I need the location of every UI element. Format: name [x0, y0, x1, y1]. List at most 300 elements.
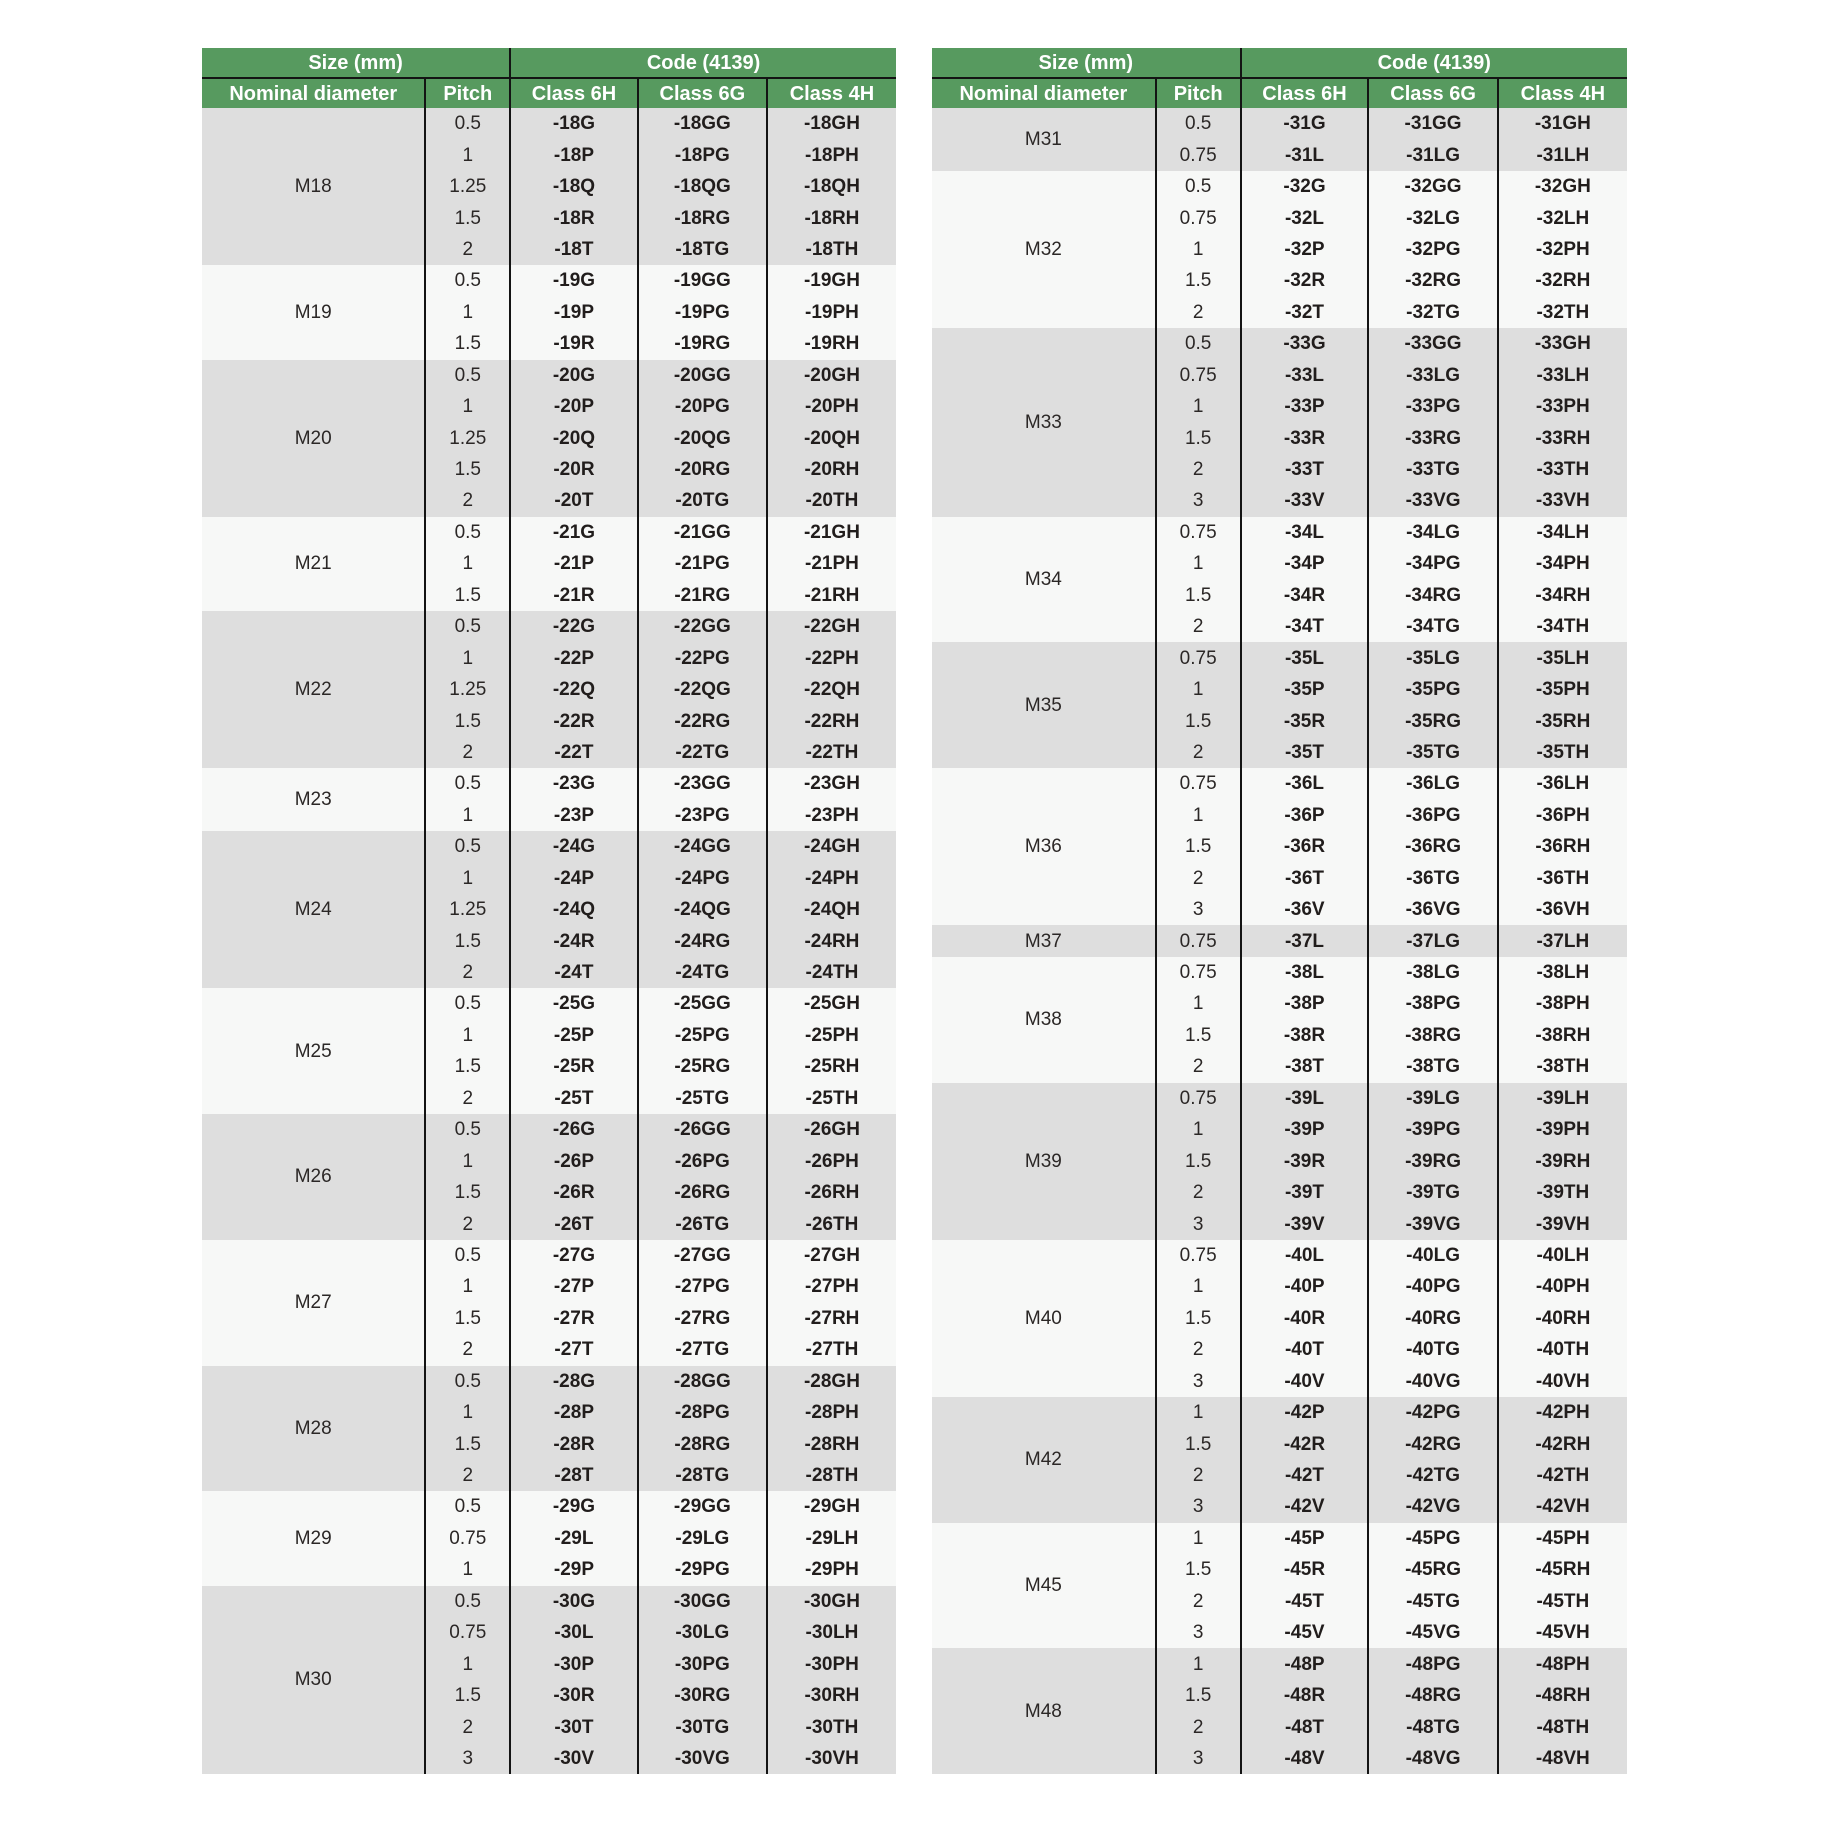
size-group-header: Size (mm): [202, 48, 510, 78]
pitch-cell: 1.5: [425, 1680, 510, 1711]
code-group-header: Code (4139): [1241, 48, 1627, 78]
class-4h-code-cell: -36RH: [1498, 831, 1627, 862]
class-4h-code-cell: -32RH: [1498, 265, 1627, 296]
class-6g-code-cell: -36PG: [1368, 800, 1497, 831]
class-6g-header: Class 6G: [638, 78, 767, 108]
table-row: [932, 642, 1627, 673]
pitch-cell: 0.5: [425, 265, 510, 296]
class-6g-code-cell: -28RG: [638, 1428, 767, 1459]
class-6g-code-cell: -21GG: [638, 517, 767, 548]
pitch-cell: 1.5: [425, 454, 510, 485]
class-4h-code-cell: -39RH: [1498, 1145, 1627, 1176]
class-4h-code-cell: -33RH: [1498, 422, 1627, 453]
nominal-diameter-cell: M45: [932, 1523, 1156, 1649]
class-6g-code-cell: -18GG: [638, 108, 767, 139]
pitch-cell: 2: [1156, 1460, 1241, 1491]
class-6h-code-cell: -39T: [1241, 1177, 1369, 1208]
class-6h-code-cell: -18G: [510, 108, 638, 139]
pitch-cell: 1.5: [1156, 1680, 1241, 1711]
pitch-cell: 2: [1156, 737, 1241, 768]
class-6g-code-cell: -24PG: [638, 863, 767, 894]
class-4h-code-cell: -22GH: [767, 611, 896, 642]
class-6h-code-cell: -39L: [1241, 1083, 1369, 1114]
pitch-cell: 3: [1156, 485, 1241, 516]
pitch-cell: 1: [1156, 391, 1241, 422]
class-4h-code-cell: -18TH: [767, 234, 896, 265]
class-4h-code-cell: -35PH: [1498, 674, 1627, 705]
class-6g-code-cell: -30PG: [638, 1648, 767, 1679]
table-row: [932, 1083, 1627, 1114]
pitch-cell: 1.25: [425, 674, 510, 705]
class-6g-code-cell: -22RG: [638, 705, 767, 736]
nominal-diameter-cell: M29: [202, 1491, 425, 1585]
class-6g-code-cell: -34RG: [1368, 580, 1497, 611]
class-6g-code-cell: -32TG: [1368, 297, 1497, 328]
pitch-cell: 0.75: [1156, 202, 1241, 233]
class-6h-code-cell: -18Q: [510, 171, 638, 202]
class-6h-code-cell: -33R: [1241, 422, 1369, 453]
class-4h-code-cell: -27RH: [767, 1303, 896, 1334]
class-6g-code-cell: -18PG: [638, 139, 767, 170]
class-4h-code-cell: -26TH: [767, 1208, 896, 1239]
pitch-cell: 1.5: [425, 1051, 510, 1082]
pitch-cell: 2: [425, 1711, 510, 1742]
class-6g-code-cell: -42TG: [1368, 1460, 1497, 1491]
pitch-cell: 1: [1156, 674, 1241, 705]
class-4h-code-cell: -40PH: [1498, 1271, 1627, 1302]
class-4h-code-cell: -19RH: [767, 328, 896, 359]
pitch-cell: 0.5: [425, 611, 510, 642]
class-6h-code-cell: -18R: [510, 202, 638, 233]
class-6h-code-cell: -24P: [510, 863, 638, 894]
pitch-cell: 3: [1156, 1366, 1241, 1397]
class-4h-code-cell: -48RH: [1498, 1680, 1627, 1711]
class-6g-code-cell: -22PG: [638, 642, 767, 673]
class-6h-header: Class 6H: [1241, 78, 1369, 108]
class-6g-code-cell: -27GG: [638, 1240, 767, 1271]
class-4h-code-cell: -18RH: [767, 202, 896, 233]
class-6h-code-cell: -18T: [510, 234, 638, 265]
header-column-row: [932, 78, 1627, 108]
class-6h-code-cell: -42T: [1241, 1460, 1369, 1491]
class-4h-code-cell: -30RH: [767, 1680, 896, 1711]
class-6g-code-cell: -20GG: [638, 360, 767, 391]
nominal-diameter-cell: M36: [932, 768, 1156, 925]
thread-code-table: [202, 48, 896, 1774]
class-6g-code-cell: -42VG: [1368, 1491, 1497, 1522]
nominal-diameter-cell: M28: [202, 1366, 425, 1492]
class-6g-code-cell: -33LG: [1368, 360, 1497, 391]
nominal-diameter-cell: M20: [202, 360, 425, 517]
thread-code-table-left: [202, 48, 896, 1774]
table-row: [932, 957, 1627, 988]
class-6g-code-cell: -24QG: [638, 894, 767, 925]
class-4h-code-cell: -37LH: [1498, 925, 1627, 956]
class-4h-code-cell: -22PH: [767, 642, 896, 673]
class-6h-code-cell: -21G: [510, 517, 638, 548]
class-4h-code-cell: -38TH: [1498, 1051, 1627, 1082]
class-6g-code-cell: -32LG: [1368, 202, 1497, 233]
class-6g-code-cell: -30RG: [638, 1680, 767, 1711]
class-6h-code-cell: -33T: [1241, 454, 1369, 485]
class-6h-code-cell: -26R: [510, 1177, 638, 1208]
class-4h-code-cell: -27GH: [767, 1240, 896, 1271]
class-6h-code-cell: -25P: [510, 1020, 638, 1051]
class-6h-code-cell: -38P: [1241, 988, 1369, 1019]
class-4h-code-cell: -28RH: [767, 1428, 896, 1459]
pitch-cell: 2: [1156, 1177, 1241, 1208]
pitch-cell: 3: [1156, 894, 1241, 925]
pitch-cell: 0.75: [1156, 768, 1241, 799]
pitch-cell: 1: [425, 863, 510, 894]
class-6h-code-cell: -36L: [1241, 768, 1369, 799]
class-6g-code-cell: -39TG: [1368, 1177, 1497, 1208]
nominal-diameter-cell: M37: [932, 925, 1156, 956]
class-4h-code-cell: -18QH: [767, 171, 896, 202]
class-6h-code-cell: -45V: [1241, 1617, 1369, 1648]
class-4h-code-cell: -19PH: [767, 297, 896, 328]
class-6h-code-cell: -34T: [1241, 611, 1369, 642]
class-6g-code-cell: -29PG: [638, 1554, 767, 1585]
pitch-cell: 0.5: [425, 108, 510, 139]
class-6g-code-cell: -36RG: [1368, 831, 1497, 862]
class-6g-code-cell: -36VG: [1368, 894, 1497, 925]
class-6g-code-cell: -30LG: [638, 1617, 767, 1648]
class-4h-code-cell: -38LH: [1498, 957, 1627, 988]
class-6h-code-cell: -26P: [510, 1145, 638, 1176]
pitch-cell: 1: [1156, 1523, 1241, 1554]
pitch-cell: 2: [425, 1083, 510, 1114]
class-6h-code-cell: -27T: [510, 1334, 638, 1365]
class-6g-code-cell: -18QG: [638, 171, 767, 202]
pitch-cell: 2: [425, 1334, 510, 1365]
class-4h-code-cell: -40RH: [1498, 1303, 1627, 1334]
class-6g-code-cell: -22GG: [638, 611, 767, 642]
class-4h-code-cell: -28PH: [767, 1397, 896, 1428]
class-6g-code-cell: -34PG: [1368, 548, 1497, 579]
class-6g-code-cell: -21RG: [638, 580, 767, 611]
pitch-cell: 2: [425, 234, 510, 265]
class-4h-code-cell: -21GH: [767, 517, 896, 548]
class-4h-code-cell: -23GH: [767, 768, 896, 799]
class-4h-code-cell: -45TH: [1498, 1586, 1627, 1617]
pitch-cell: 0.5: [425, 831, 510, 862]
class-6h-code-cell: -30T: [510, 1711, 638, 1742]
class-6g-code-cell: -38TG: [1368, 1051, 1497, 1082]
class-4h-code-cell: -32PH: [1498, 234, 1627, 265]
pitch-header: Pitch: [1156, 78, 1241, 108]
pitch-cell: 1.5: [1156, 1554, 1241, 1585]
class-6h-code-cell: -38T: [1241, 1051, 1369, 1082]
pitch-cell: 2: [425, 1208, 510, 1239]
pitch-cell: 1: [425, 1554, 510, 1585]
class-6h-code-cell: -29G: [510, 1491, 638, 1522]
class-4h-code-cell: -42RH: [1498, 1428, 1627, 1459]
class-6g-code-cell: -22QG: [638, 674, 767, 705]
class-6g-code-cell: -18RG: [638, 202, 767, 233]
class-6h-code-cell: -32L: [1241, 202, 1369, 233]
class-6g-code-cell: -33TG: [1368, 454, 1497, 485]
class-4h-code-cell: -21RH: [767, 580, 896, 611]
class-4h-code-cell: -48TH: [1498, 1711, 1627, 1742]
thread-code-table: [932, 48, 1627, 1774]
class-6g-code-cell: -38PG: [1368, 988, 1497, 1019]
pitch-cell: 0.75: [1156, 517, 1241, 548]
class-6h-code-cell: -27P: [510, 1271, 638, 1302]
class-4h-code-cell: -38PH: [1498, 988, 1627, 1019]
table-row: [202, 1586, 896, 1617]
class-4h-code-cell: -42VH: [1498, 1491, 1627, 1522]
class-6g-code-cell: -34TG: [1368, 611, 1497, 642]
pitch-cell: 0.75: [425, 1523, 510, 1554]
class-4h-code-cell: -33LH: [1498, 360, 1627, 391]
class-4h-code-cell: -22QH: [767, 674, 896, 705]
class-6h-code-cell: -20T: [510, 485, 638, 516]
nominal-diameter-header: Nominal diameter: [202, 78, 425, 108]
class-6g-code-cell: -48PG: [1368, 1648, 1497, 1679]
pitch-cell: 0.75: [1156, 957, 1241, 988]
nominal-diameter-cell: M21: [202, 517, 425, 611]
pitch-cell: 0.75: [425, 1617, 510, 1648]
class-6h-code-cell: -22Q: [510, 674, 638, 705]
class-4h-code-cell: -32TH: [1498, 297, 1627, 328]
class-6g-code-cell: -40TG: [1368, 1334, 1497, 1365]
class-6h-code-cell: -33P: [1241, 391, 1369, 422]
nominal-diameter-cell: M34: [932, 517, 1156, 643]
class-6h-code-cell: -48T: [1241, 1711, 1369, 1742]
nominal-diameter-cell: M18: [202, 108, 425, 265]
pitch-cell: 1.5: [1156, 422, 1241, 453]
class-6h-code-cell: -39R: [1241, 1145, 1369, 1176]
class-6h-code-cell: -30V: [510, 1743, 638, 1774]
header-column-row: [202, 78, 896, 108]
pitch-cell: 1.25: [425, 894, 510, 925]
class-6g-code-cell: -24RG: [638, 925, 767, 956]
class-4h-code-cell: -28GH: [767, 1366, 896, 1397]
class-4h-code-cell: -25TH: [767, 1083, 896, 1114]
class-6g-code-cell: -33RG: [1368, 422, 1497, 453]
class-6h-code-cell: -22R: [510, 705, 638, 736]
class-4h-code-cell: -36PH: [1498, 800, 1627, 831]
class-6g-code-cell: -30VG: [638, 1743, 767, 1774]
class-6h-code-cell: -28R: [510, 1428, 638, 1459]
class-4h-code-cell: -21PH: [767, 548, 896, 579]
class-6g-code-cell: -36TG: [1368, 863, 1497, 894]
pitch-cell: 1: [1156, 800, 1241, 831]
class-6g-code-cell: -35TG: [1368, 737, 1497, 768]
class-4h-code-cell: -42TH: [1498, 1460, 1627, 1491]
nominal-diameter-cell: M26: [202, 1114, 425, 1240]
class-4h-code-cell: -39TH: [1498, 1177, 1627, 1208]
class-6g-code-cell: -24TG: [638, 957, 767, 988]
class-4h-code-cell: -33VH: [1498, 485, 1627, 516]
class-6h-code-cell: -26G: [510, 1114, 638, 1145]
class-4h-code-cell: -24TH: [767, 957, 896, 988]
class-6g-code-cell: -42PG: [1368, 1397, 1497, 1428]
class-6h-code-cell: -33L: [1241, 360, 1369, 391]
class-6h-code-cell: -19G: [510, 265, 638, 296]
pitch-cell: 0.75: [1156, 925, 1241, 956]
class-4h-code-cell: -45PH: [1498, 1523, 1627, 1554]
class-6h-code-cell: -29L: [510, 1523, 638, 1554]
class-6h-code-cell: -24G: [510, 831, 638, 862]
table-row: [932, 517, 1627, 548]
class-4h-code-cell: -48VH: [1498, 1743, 1627, 1774]
class-6h-code-cell: -19R: [510, 328, 638, 359]
class-6g-code-cell: -31LG: [1368, 139, 1497, 170]
class-4h-code-cell: -22TH: [767, 737, 896, 768]
class-4h-code-cell: -27TH: [767, 1334, 896, 1365]
class-6h-code-cell: -34P: [1241, 548, 1369, 579]
class-6h-code-cell: -18P: [510, 139, 638, 170]
pitch-cell: 0.75: [1156, 642, 1241, 673]
pitch-cell: 0.5: [1156, 108, 1241, 139]
class-6h-code-cell: -27R: [510, 1303, 638, 1334]
class-6g-code-cell: -40RG: [1368, 1303, 1497, 1334]
class-6h-code-cell: -30P: [510, 1648, 638, 1679]
class-6h-code-cell: -32T: [1241, 297, 1369, 328]
class-4h-code-cell: -25GH: [767, 988, 896, 1019]
table-row: [202, 1240, 896, 1271]
class-4h-code-cell: -29LH: [767, 1523, 896, 1554]
pitch-cell: 3: [1156, 1617, 1241, 1648]
table-row: [202, 1114, 896, 1145]
class-6g-code-cell: -45PG: [1368, 1523, 1497, 1554]
class-6h-code-cell: -28G: [510, 1366, 638, 1397]
pitch-cell: 1: [425, 642, 510, 673]
class-4h-code-cell: -20TH: [767, 485, 896, 516]
class-6g-code-cell: -19RG: [638, 328, 767, 359]
thread-code-table-right: [932, 48, 1627, 1774]
class-6h-code-cell: -35L: [1241, 642, 1369, 673]
class-6h-code-cell: -36P: [1241, 800, 1369, 831]
class-6h-code-cell: -20P: [510, 391, 638, 422]
class-6g-code-cell: -18TG: [638, 234, 767, 265]
class-6h-code-cell: -40T: [1241, 1334, 1369, 1365]
class-4h-code-cell: -30VH: [767, 1743, 896, 1774]
class-6g-code-cell: -26RG: [638, 1177, 767, 1208]
class-6h-code-cell: -32R: [1241, 265, 1369, 296]
pitch-cell: 3: [1156, 1208, 1241, 1239]
class-6h-code-cell: -32G: [1241, 171, 1369, 202]
class-6g-code-cell: -38RG: [1368, 1020, 1497, 1051]
class-6h-code-cell: -36T: [1241, 863, 1369, 894]
class-6g-code-cell: -48TG: [1368, 1711, 1497, 1742]
pitch-cell: 1.5: [1156, 265, 1241, 296]
class-6h-code-cell: -40L: [1241, 1240, 1369, 1271]
class-6g-header: Class 6G: [1368, 78, 1497, 108]
class-6h-code-cell: -42R: [1241, 1428, 1369, 1459]
table-row: [202, 265, 896, 296]
pitch-cell: 0.5: [425, 360, 510, 391]
class-4h-code-cell: -25RH: [767, 1051, 896, 1082]
class-6h-code-cell: -24Q: [510, 894, 638, 925]
table-row: [202, 1491, 896, 1522]
class-6h-code-cell: -25T: [510, 1083, 638, 1114]
nominal-diameter-cell: M48: [932, 1648, 1156, 1774]
nominal-diameter-cell: M40: [932, 1240, 1156, 1397]
pitch-cell: 2: [1156, 611, 1241, 642]
class-4h-code-cell: -30TH: [767, 1711, 896, 1742]
class-6g-code-cell: -37LG: [1368, 925, 1497, 956]
pitch-cell: 1.5: [425, 328, 510, 359]
pitch-cell: 2: [425, 485, 510, 516]
class-6g-code-cell: -26TG: [638, 1208, 767, 1239]
class-6h-code-cell: -48V: [1241, 1743, 1369, 1774]
class-6g-code-cell: -40LG: [1368, 1240, 1497, 1271]
nominal-diameter-cell: M38: [932, 957, 1156, 1083]
class-6h-code-cell: -26T: [510, 1208, 638, 1239]
class-6h-code-cell: -45R: [1241, 1554, 1369, 1585]
class-4h-code-cell: -27PH: [767, 1271, 896, 1302]
pitch-cell: 1: [425, 800, 510, 831]
class-6g-code-cell: -28PG: [638, 1397, 767, 1428]
pitch-cell: 1: [425, 297, 510, 328]
table-row: [932, 1240, 1627, 1271]
pitch-cell: 3: [1156, 1743, 1241, 1774]
class-6h-code-cell: -30G: [510, 1586, 638, 1617]
nominal-diameter-cell: M30: [202, 1586, 425, 1775]
class-4h-code-cell: -45RH: [1498, 1554, 1627, 1585]
table-row: [932, 1397, 1627, 1428]
code-group-header: Code (4139): [510, 48, 896, 78]
class-4h-code-cell: -34PH: [1498, 548, 1627, 579]
class-4h-code-cell: -36VH: [1498, 894, 1627, 925]
pitch-cell: 1.5: [425, 1428, 510, 1459]
class-6g-code-cell: -48RG: [1368, 1680, 1497, 1711]
class-6h-code-cell: -39V: [1241, 1208, 1369, 1239]
class-4h-header: Class 4H: [767, 78, 896, 108]
class-6g-code-cell: -25RG: [638, 1051, 767, 1082]
class-6h-code-cell: -45P: [1241, 1523, 1369, 1554]
class-6g-code-cell: -25GG: [638, 988, 767, 1019]
class-6g-code-cell: -25TG: [638, 1083, 767, 1114]
class-6g-code-cell: -32GG: [1368, 171, 1497, 202]
class-6g-code-cell: -27TG: [638, 1334, 767, 1365]
pitch-cell: 0.5: [425, 1114, 510, 1145]
table-row: [932, 768, 1627, 799]
class-6g-code-cell: -39VG: [1368, 1208, 1497, 1239]
class-6h-code-cell: -20Q: [510, 422, 638, 453]
pitch-cell: 0.5: [425, 1240, 510, 1271]
class-4h-code-cell: -34LH: [1498, 517, 1627, 548]
class-6g-code-cell: -40VG: [1368, 1366, 1497, 1397]
class-6h-code-cell: -20G: [510, 360, 638, 391]
class-4h-code-cell: -29GH: [767, 1491, 896, 1522]
class-6g-code-cell: -23PG: [638, 800, 767, 831]
class-6g-code-cell: -34LG: [1368, 517, 1497, 548]
table-row: [202, 988, 896, 1019]
class-4h-code-cell: -20QH: [767, 422, 896, 453]
table-row: [202, 768, 896, 799]
class-6h-code-cell: -22P: [510, 642, 638, 673]
nominal-diameter-cell: M22: [202, 611, 425, 768]
class-4h-code-cell: -22RH: [767, 705, 896, 736]
class-6g-code-cell: -33PG: [1368, 391, 1497, 422]
class-4h-code-cell: -26PH: [767, 1145, 896, 1176]
class-6g-code-cell: -27RG: [638, 1303, 767, 1334]
header-group-row: [932, 48, 1627, 78]
class-6g-code-cell: -23GG: [638, 768, 767, 799]
class-6g-code-cell: -28TG: [638, 1460, 767, 1491]
pitch-cell: 0.5: [1156, 328, 1241, 359]
pitch-cell: 1: [425, 1271, 510, 1302]
class-4h-code-cell: -20RH: [767, 454, 896, 485]
class-6h-code-cell: -19P: [510, 297, 638, 328]
class-4h-code-cell: -40LH: [1498, 1240, 1627, 1271]
class-6g-code-cell: -20QG: [638, 422, 767, 453]
class-6h-code-cell: -40V: [1241, 1366, 1369, 1397]
